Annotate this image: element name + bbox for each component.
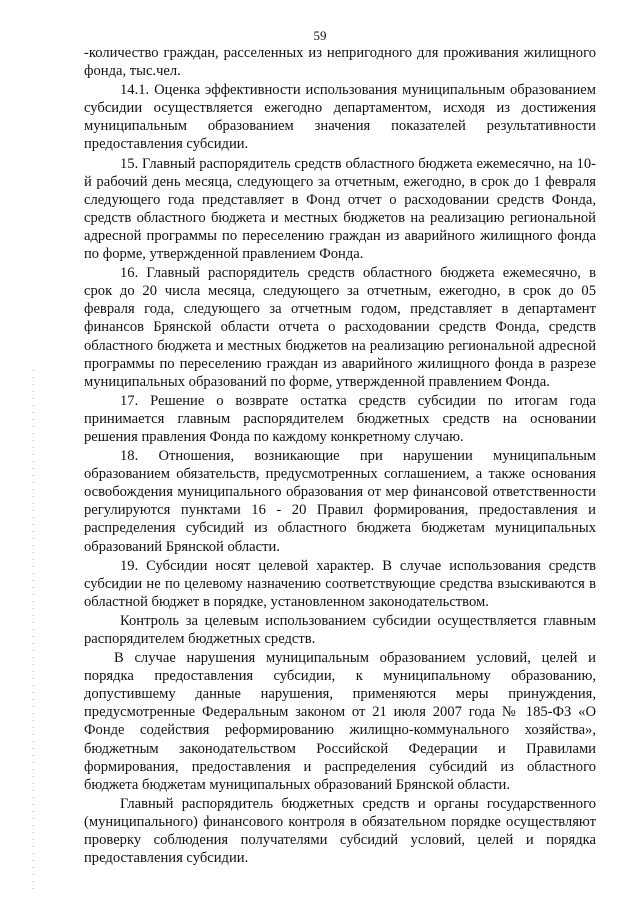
paragraph-14-1: 14.1. Оценка эффективности использования муниципальным образованием субсидии осуществляется ежегодно департаментом, исходя из достижения муниципальным образованием значения показателей результативности предоставления субсидии. (84, 82, 596, 153)
paragraph-17: 17. Решение о возврате остатка средств субсидии по итогам года принимается главным распорядителем бюджетных средств на основании решения правления Фонда по каждому конкретному случаю. (84, 392, 596, 445)
scan-margin-artifact (32, 370, 34, 890)
paragraph-violation: В случае нарушения муниципальным образованием условий, целей и порядка предоставления субсидии, к муниципальному образованию, допустившему данные нарушения, применяются меры принуждения, предусмотренные Федеральным законом от 21 июля 2007 года № 185-ФЗ «О Фонде содействия реформированию жилищно-коммунального хозяйства», бюджетным законодательством Российской Федерации и Правилами формирования, предоставления и распределения субсидий из областного бюджета бюджетам муниципальных образований Брянской области. (84, 650, 596, 793)
paragraph-19: 19. Субсидии носят целевой характер. В случае использования средств субсидии не по целевому назначению соответствующие средства взыскиваются в областной бюджет в порядке, установленном законодательством. (84, 557, 596, 610)
paragraph-15: 15. Главный распорядитель средств областного бюджета ежемесячно, на 10-й рабочий день месяца, следующего за отчетным, ежегодно, в срок до 1 февраля следующего года представляет в Фонд отчет о расходовании средств Фонда, средств областного бюджета и местных бюджетов на реализацию региональной адресной программы по переселению граждан из аварийного жилищного фонда по форме, утвержденной правлением Фонда. (84, 155, 596, 263)
paragraph-audit: Главный распорядитель бюджетных средств и органы государственного (муниципального) финансового контроля в обязательном порядке осуществляют проверку соблюдения получателями субсидий условий, целей и порядка предоставления субсидии. (84, 795, 596, 867)
page-number: 59 (313, 28, 327, 43)
paragraph-18: 18. Отношения, возникающие при нарушении муниципальным образованием обязательств, предусмотренных соглашением, а также основания освобождения муниципального образования от мер финансовой ответственности регулируются пунктами 16 - 20 Правил формирования, предоставления и распределения субсидий из областного бюджета бюджетам муниципальных образований Брянской области. (84, 448, 596, 555)
paragraph-control: Контроль за целевым использованием субсидии осуществляется главным распорядителем бюджетных средств. (84, 612, 596, 647)
paragraph-quantity-continued: -количество граждан, расселенных из непригодного для проживания жилищного фонда, тыс.чел. (84, 45, 596, 80)
document-body (84, 44, 596, 868)
paragraph-16: 16. Главный распорядитель средств областного бюджета ежемесячно, в срок до 20 числа месяца, следующего за отчетным, ежегодно, в срок до 05 февраля года, следующего за отчетным годом, представляет в департамент финансов Брянской области отчета о расходовании средств Фонда, средств областного бюджета и местных бюджетов на реализацию региональной адресной программы по переселению граждан из аварийного жилищного фонда в разрезе муниципальных образований по форме, утвержденной правлением Фонда. (84, 265, 596, 390)
